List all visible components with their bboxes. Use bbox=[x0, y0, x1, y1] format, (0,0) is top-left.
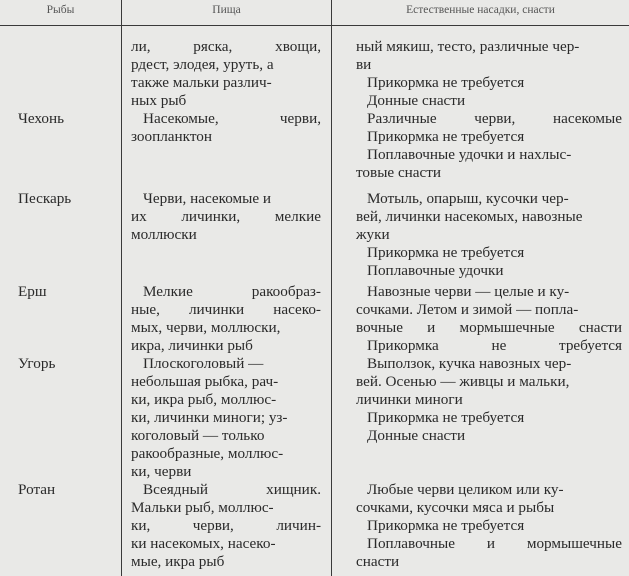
bait-line: Прикормка не требуется bbox=[367, 337, 622, 354]
food-line: Мелкие ракообраз- bbox=[143, 283, 321, 300]
food-line: ки, черви, личин- bbox=[131, 517, 321, 534]
column-divider-2 bbox=[331, 0, 332, 576]
food-line: ки, икра рыб, моллюс- bbox=[131, 391, 277, 408]
bait-line: Донные снасти bbox=[367, 427, 466, 444]
food-line: ки, личинки миноги; уз- bbox=[131, 409, 288, 426]
food-line: ные, личинки насеко- bbox=[131, 301, 321, 318]
food-line: ли, ряска, хвощи, bbox=[131, 38, 321, 55]
bait-line: Различные черви, насекомые bbox=[367, 110, 622, 127]
bait-line: вей, личинки насекомых, навозные bbox=[356, 208, 583, 225]
header-rule bbox=[0, 25, 629, 26]
bait-line: Поплавочные удочки и нахлыс- bbox=[367, 146, 572, 163]
bait-line: Выползок, кучка навозных чер- bbox=[367, 355, 572, 372]
bait-line: ви bbox=[356, 56, 372, 73]
bait-line: вочные и мормышечные снасти bbox=[356, 319, 622, 336]
bait-line: сочками, кусочки мяса и рыбы bbox=[356, 499, 555, 516]
header-fish: Рыбы bbox=[46, 4, 75, 16]
header-bait: Естественные насадки, снасти bbox=[406, 4, 555, 16]
bait-line: Поплавочные удочки bbox=[367, 262, 504, 279]
food-line: икра, личинки рыб bbox=[131, 337, 253, 354]
fish-name: Ерш bbox=[18, 283, 47, 300]
food-line: Черви, насекомые и bbox=[143, 190, 272, 207]
food-line: Плоскоголовый — bbox=[143, 355, 264, 372]
bait-line: сочками. Летом и зимой — попла- bbox=[356, 301, 579, 318]
bait-line: снасти bbox=[356, 553, 400, 570]
column-divider-1 bbox=[121, 0, 122, 576]
food-line: зоопланктон bbox=[131, 128, 213, 145]
bait-line: Прикормка не требуется bbox=[367, 244, 525, 261]
bait-line: Поплавочные и мормышечные bbox=[367, 535, 622, 552]
fish-name: Пескарь bbox=[18, 190, 72, 207]
bait-line: Мотыль, опарыш, кусочки чер- bbox=[367, 190, 569, 207]
food-line: Мальки рыб, моллюс- bbox=[131, 499, 274, 516]
bait-line: Прикормка не требуется bbox=[367, 74, 525, 91]
bait-line: Прикормка не требуется bbox=[367, 409, 525, 426]
food-line: коголовый — только bbox=[131, 427, 265, 444]
bait-line: Навозные черви — целые и ку- bbox=[367, 283, 570, 300]
food-line: мых, черви, моллюски, bbox=[131, 319, 281, 336]
bait-line: Донные снасти bbox=[367, 92, 466, 109]
bait-line: Любые черви целиком или ку- bbox=[367, 481, 564, 498]
food-line: Всеядный хищник. bbox=[143, 481, 321, 498]
bait-line: вей. Осенью — живцы и мальки, bbox=[356, 373, 570, 390]
fish-name: Угорь bbox=[18, 355, 56, 372]
food-line: моллюски bbox=[131, 226, 197, 243]
food-line: мые, икра рыб bbox=[131, 553, 225, 570]
food-line: ки, черви bbox=[131, 463, 192, 480]
food-line: ных рыб bbox=[131, 92, 187, 109]
food-line: также мальки различ- bbox=[131, 74, 272, 91]
bait-line: Прикормка не требуется bbox=[367, 128, 525, 145]
food-line: ракообразные, моллюс- bbox=[131, 445, 284, 462]
bait-line: Прикормка не требуется bbox=[367, 517, 525, 534]
fish-name: Ротан bbox=[18, 481, 56, 498]
bait-line: товые снасти bbox=[356, 164, 442, 181]
bait-line: личинки миноги bbox=[356, 391, 463, 408]
food-line: ки насекомых, насеко- bbox=[131, 535, 276, 552]
fish-name: Чехонь bbox=[18, 110, 65, 127]
bait-line: жуки bbox=[356, 226, 390, 243]
food-line: Насекомые, черви, bbox=[143, 110, 321, 127]
food-line: небольшая рыбка, рач- bbox=[131, 373, 279, 390]
food-line: их личинки, мелкие bbox=[131, 208, 321, 225]
food-line: рдест, элодея, уруть, а bbox=[131, 56, 274, 73]
bait-line: ный мякиш, тесто, различные чер- bbox=[356, 38, 580, 55]
header-food: Пища bbox=[212, 4, 241, 16]
